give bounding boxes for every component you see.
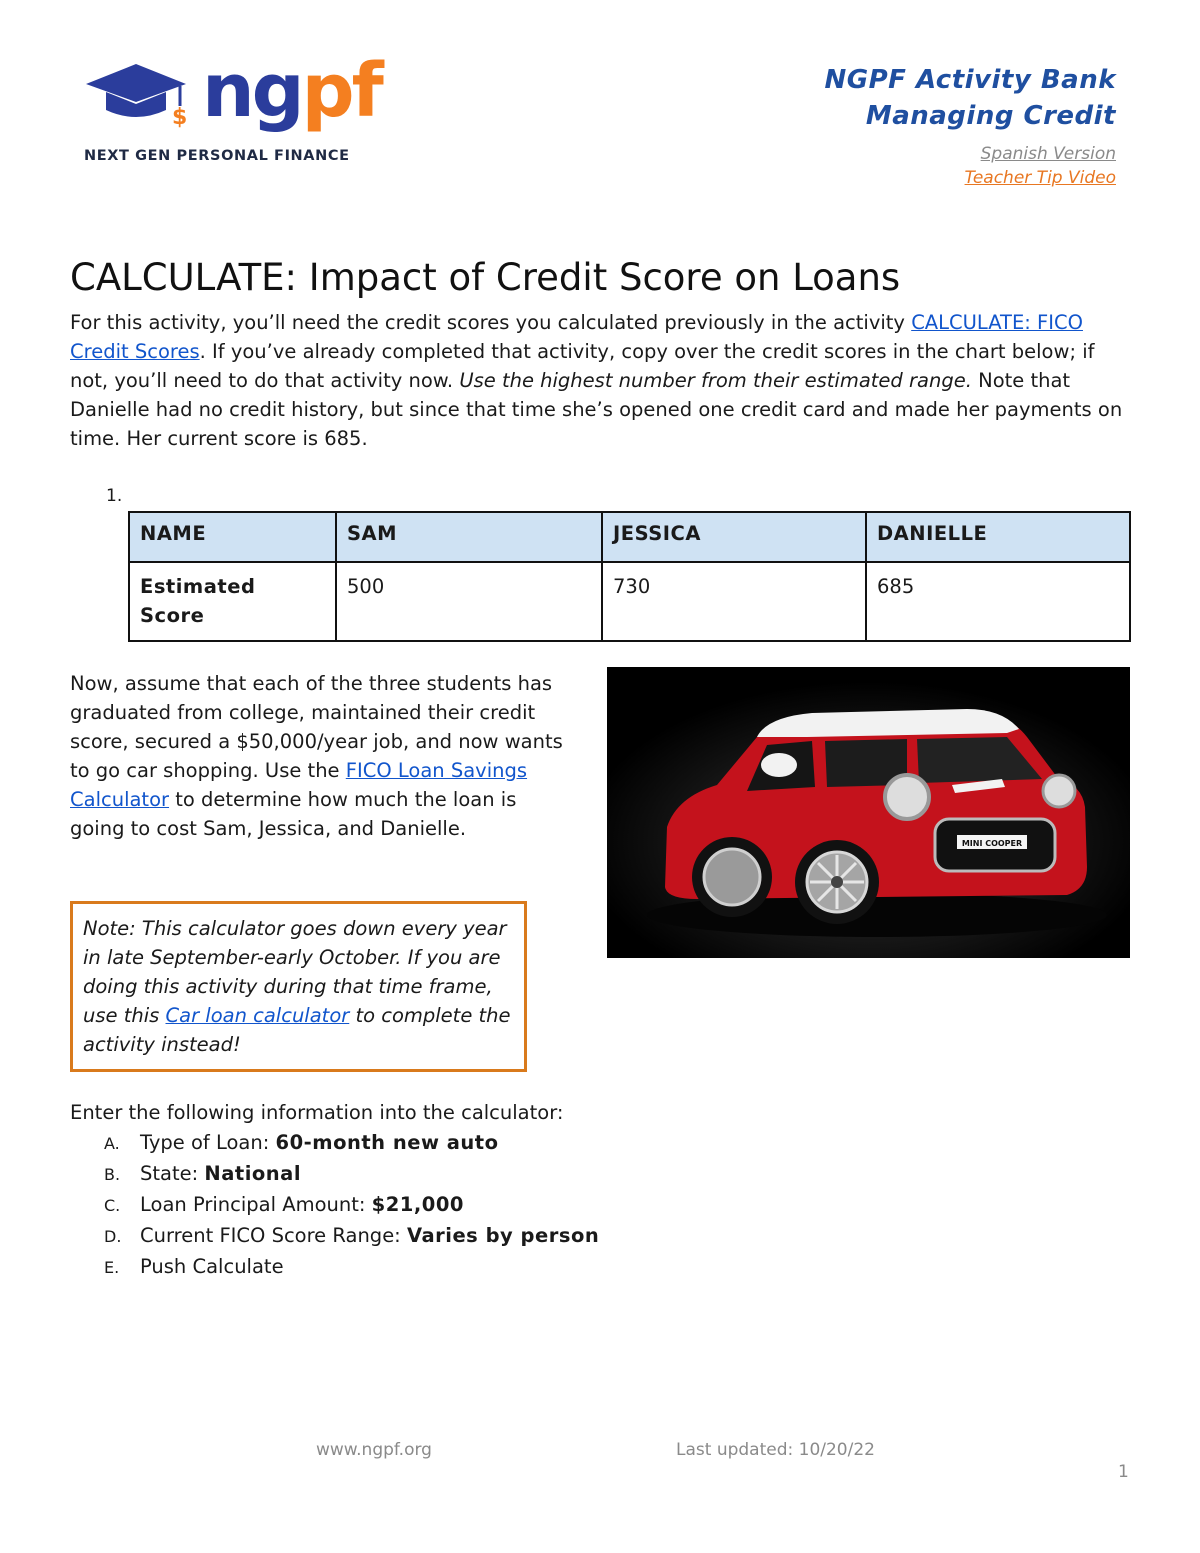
step-value: $21,000 <box>371 1193 464 1216</box>
activity-bank-title: NGPF Activity Bank <box>824 65 1116 95</box>
step-value: Varies by person <box>406 1224 600 1247</box>
scenario-paragraph <box>70 669 570 843</box>
logo-ng: ng <box>202 48 302 134</box>
list-marker: D. <box>104 1227 122 1246</box>
fico-credit-scores-link[interactable]: CALCULATE: FICO Credit Scores <box>70 311 1083 363</box>
list-marker: C. <box>104 1196 121 1215</box>
step-label: Type of Loan: <box>140 1131 276 1154</box>
unit-title: Managing Credit <box>865 101 1116 131</box>
list-item <box>104 1252 599 1283</box>
step-value: National <box>204 1162 301 1185</box>
note-text-1: Note: This calculator goes down every year in late September-early October. If you are doing this activity during that time frame, use this <box>83 917 507 1027</box>
spanish-version-link[interactable]: Spanish Version <box>980 144 1116 164</box>
intro-text-1: For this activity, you’ll need the credit scores you calculated previously in the activity <box>70 311 912 334</box>
list-marker: E. <box>104 1258 120 1277</box>
list-item <box>104 1159 599 1190</box>
dollar-sign: $ <box>172 105 188 130</box>
logo-pf: pf <box>301 48 381 134</box>
step-label: State: <box>140 1162 205 1185</box>
page-number: 1 <box>1118 1462 1129 1482</box>
fico-loan-savings-calculator-link[interactable]: FICO Loan Savings Calculator <box>70 759 528 811</box>
intro-text-2: . If you’ve already completed that activity, copy over the credit scores in the chart below; if not, you’ll need to do that activity now. <box>70 340 1095 392</box>
graduation-cap-icon <box>84 62 204 132</box>
instructions-heading: Enter the following information into the calculator: <box>70 1101 564 1124</box>
step-label: Loan Principal Amount: <box>140 1193 372 1216</box>
car-loan-calculator-link[interactable]: Car loan calculator <box>165 1004 350 1027</box>
list-marker: B. <box>104 1165 121 1184</box>
logo-wordmark <box>202 48 381 134</box>
license-plate: MINI COOPER <box>961 839 1023 848</box>
list-item <box>104 1128 599 1159</box>
jessica-score-cell[interactable]: 730 <box>602 562 866 641</box>
instruction-list <box>104 1128 599 1283</box>
calculator-note-box <box>70 901 527 1072</box>
table-row <box>129 562 1130 641</box>
table-header-cell: JESSICA <box>602 512 866 562</box>
footer-last-updated: Last updated: 10/20/22 <box>676 1440 875 1460</box>
intro-paragraph <box>70 308 1130 453</box>
teacher-tip-video-link[interactable]: Teacher Tip Video <box>964 168 1116 188</box>
table-header-cell: NAME <box>129 512 336 562</box>
step-label: Push Calculate <box>140 1255 284 1278</box>
footer-url: www.ngpf.org <box>316 1440 432 1460</box>
list-item <box>104 1221 599 1252</box>
scenario-text-1: Now, assume that each of the three students has graduated from college, maintained their credit score, secured a $50,000/year job, and now wants to go car shopping. Use the <box>70 672 563 782</box>
row-label: Estimated Score <box>129 562 336 641</box>
credit-score-table <box>128 511 1131 642</box>
question-number: 1. <box>106 486 123 506</box>
scenario-text-2: to determine how much the loan is going to cost Sam, Jessica, and Danielle. <box>70 788 517 840</box>
car-photo <box>607 667 1130 958</box>
logo-tagline: NEXT GEN PERSONAL FINANCE <box>84 148 350 164</box>
intro-text-3: Note that Danielle had no credit history, but since that time she’s opened one credit card and made her payments on time. Her current score is 685. <box>70 369 1123 450</box>
header-right <box>825 62 1117 190</box>
mini-cooper-image <box>607 667 1130 958</box>
page-title: CALCULATE: Impact of Credit Score on Loans <box>70 256 901 299</box>
sam-score-cell[interactable]: 500 <box>336 562 602 641</box>
step-label: Current FICO Score Range: <box>140 1224 407 1247</box>
list-marker: A. <box>104 1134 120 1153</box>
danielle-score-cell[interactable]: 685 <box>866 562 1130 641</box>
table-header-cell: DANIELLE <box>866 512 1130 562</box>
note-text-2: to complete the activity instead! <box>83 1004 511 1056</box>
table-header-row <box>129 512 1130 562</box>
list-item <box>104 1190 599 1221</box>
table-header-cell: SAM <box>336 512 602 562</box>
intro-italic: Use the highest number from their estimated range. <box>459 369 972 392</box>
ngpf-logo <box>84 48 384 172</box>
step-value: 60-month new auto <box>275 1131 499 1154</box>
